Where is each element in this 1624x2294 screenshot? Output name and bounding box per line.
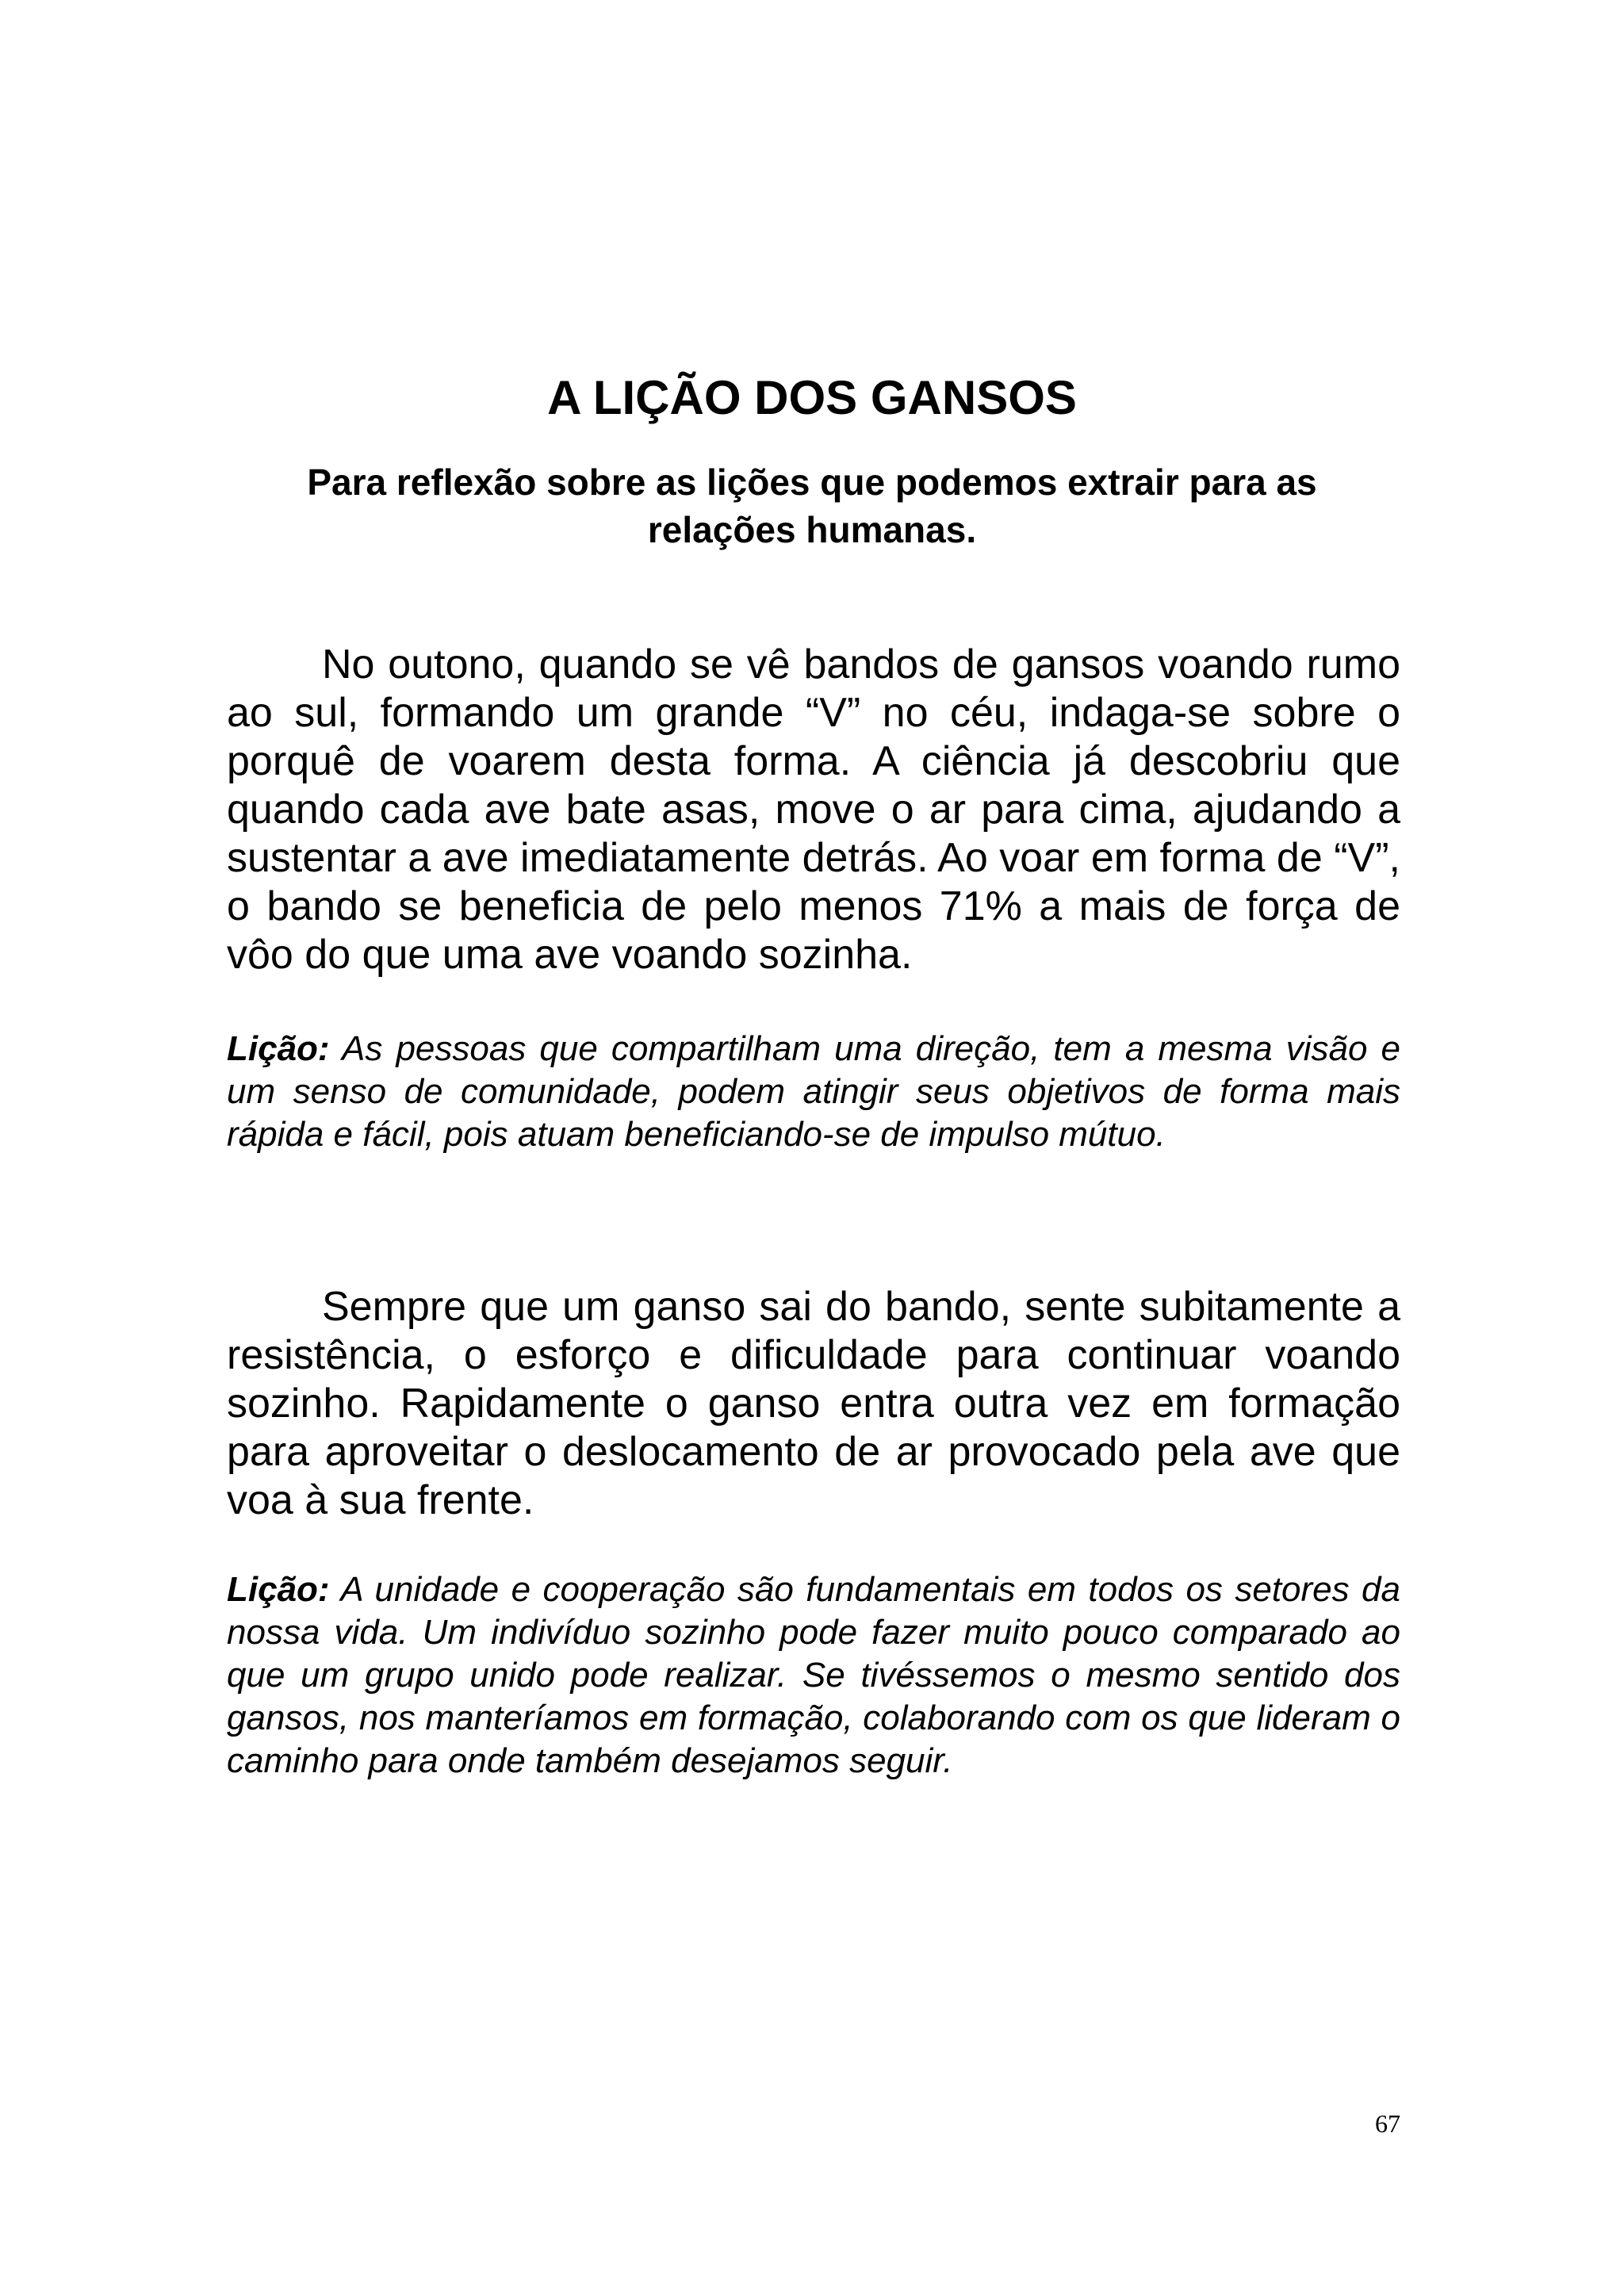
lesson-label-1: Lição: xyxy=(227,1029,330,1068)
page-title: A LIÇÃO DOS GANSOS xyxy=(547,371,1077,424)
lesson-paragraph-1 xyxy=(227,1028,1400,1156)
page-number: 67 xyxy=(1375,2109,1400,2138)
lesson-label-2: Lição: xyxy=(227,1570,330,1609)
body-paragraph-1: No outono, quando se vê bandos de gansos voando rumo ao sul, formando um grande “V” no céu, indaga-se sobre o porquê de voarem desta forma. A ciência já descobriu que quando cada ave bate asas, move o ar para cima, ajudando a sustentar a ave imediatamente detrás. Ao voar em forma de “V”, o bando se beneficia de pelo menos 71% a mais de força de vôo do que uma ave voando sozinha. xyxy=(227,641,1400,978)
lesson-text-1: As pessoas que compartilham uma direção, tem a mesma visão e um senso de comunidade, podem atingir seus objetivos de forma mais rápida e fácil, pois atuam beneficiando-se de impulso mútuo. xyxy=(227,1029,1400,1154)
page-subtitle: Para reflexão sobre as lições que podemos extrair para as relações humanas. xyxy=(307,461,1317,550)
lesson-paragraph-2 xyxy=(227,1568,1400,1783)
body-paragraph-2: Sempre que um ganso sai do bando, sente subitamente a resistência, o esforço e dificuldade para continuar voando sozinho. Rapidamente o ganso entra outra vez em formação para aproveitar o deslocamento de ar provocado pela ave que voa à sua frente. xyxy=(227,1284,1400,1523)
lesson-text-2: A unidade e cooperação são fundamentais em todos os setores da nossa vida. Um indivíduo sozinho pode fazer muito pouco comparado ao que um grupo unido pode realizar. Se tivéssemos o mesmo sentido dos gansos, nos manteríamos em formação, colaborando com os que lideram o caminho para onde também desejamos seguir. xyxy=(227,1570,1401,1780)
